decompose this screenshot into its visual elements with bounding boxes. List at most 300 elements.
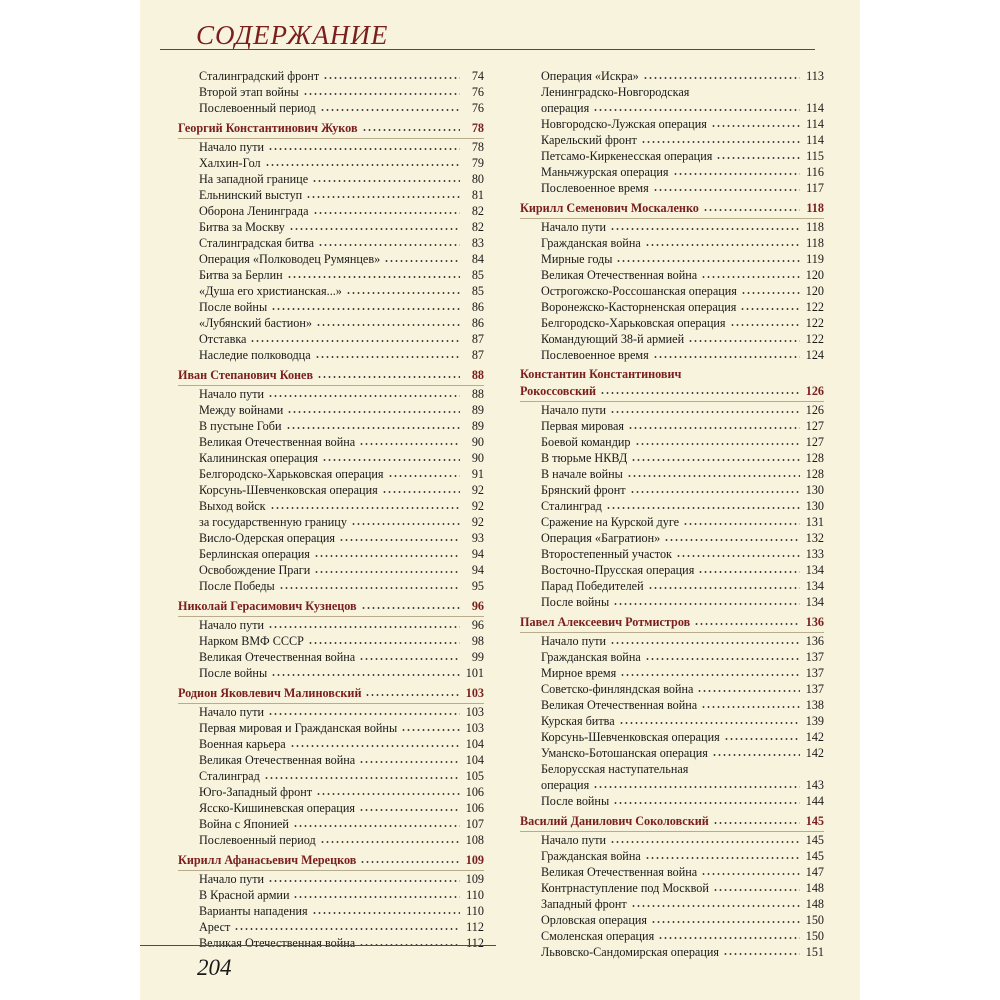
toc-entry-page: 104 bbox=[465, 753, 484, 767]
toc-entry bbox=[520, 912, 824, 928]
toc-entry-page: 127 bbox=[805, 435, 824, 449]
dot-leader bbox=[308, 641, 460, 645]
dot-leader bbox=[694, 622, 800, 626]
toc-entry bbox=[178, 100, 484, 116]
toc-entry bbox=[178, 418, 484, 434]
toc-entry-label: Великая Отечественная война bbox=[199, 753, 356, 767]
toc-entry-page: 98 bbox=[471, 634, 484, 648]
toc-entry-page: 109 bbox=[465, 853, 484, 867]
toc-entry-page: 84 bbox=[471, 252, 484, 266]
toc-entry-page: 130 bbox=[805, 499, 824, 513]
toc-entry bbox=[520, 450, 824, 466]
toc-entry-page: 118 bbox=[806, 201, 824, 215]
dot-leader bbox=[323, 76, 460, 80]
toc-entry-label: Василий Данилович Соколовский bbox=[520, 814, 709, 828]
toc-entry-label: Война с Японией bbox=[199, 817, 289, 831]
toc-entry-page: 134 bbox=[805, 579, 824, 593]
dot-leader bbox=[287, 410, 460, 414]
dot-leader bbox=[315, 355, 460, 359]
toc-entry-label: Висло-Одерская операция bbox=[199, 531, 336, 545]
toc-entry-page: 96 bbox=[471, 618, 484, 632]
toc-entry bbox=[178, 562, 484, 578]
toc-entry bbox=[520, 84, 824, 100]
toc-entry bbox=[520, 331, 824, 347]
toc-entry-page: 108 bbox=[465, 833, 484, 847]
dot-leader bbox=[716, 156, 800, 160]
dot-leader bbox=[351, 522, 460, 526]
toc-entry-page: 118 bbox=[806, 236, 824, 250]
toc-entry-label: Георгий Константинович Жуков bbox=[178, 121, 358, 135]
toc-left-column bbox=[178, 68, 484, 951]
toc-entry bbox=[178, 665, 484, 681]
toc-entry bbox=[178, 704, 484, 720]
toc-entry-page: 128 bbox=[805, 467, 824, 481]
dot-leader bbox=[645, 856, 800, 860]
toc-entry-label: Великая Отечественная война bbox=[199, 650, 356, 664]
dot-leader bbox=[362, 128, 460, 132]
dot-leader bbox=[651, 920, 800, 924]
toc-entry bbox=[178, 203, 484, 219]
dot-leader bbox=[641, 140, 800, 144]
dot-leader bbox=[630, 490, 800, 494]
toc-entry-label: Первая мировая bbox=[541, 419, 624, 433]
toc-entry-label: Константин Константинович bbox=[520, 367, 682, 381]
toc-entry-page: 131 bbox=[805, 515, 824, 529]
dot-leader bbox=[293, 824, 460, 828]
toc-entry-page: 101 bbox=[465, 666, 484, 680]
dot-leader bbox=[619, 721, 800, 725]
toc-entry-label: После войны bbox=[541, 794, 610, 808]
toc-entry bbox=[520, 132, 824, 148]
dot-leader bbox=[610, 840, 800, 844]
toc-entry bbox=[178, 331, 484, 347]
toc-entry bbox=[178, 402, 484, 418]
toc-entry bbox=[520, 729, 824, 745]
toc-entry-label: за государственную границу bbox=[199, 515, 347, 529]
toc-entry bbox=[520, 777, 824, 793]
toc-entry bbox=[520, 434, 824, 450]
toc-entry bbox=[520, 498, 824, 514]
toc-entry-label: «Душа его христианская...» bbox=[199, 284, 342, 298]
toc-entry-label: Воронежско-Касторненская операция bbox=[541, 300, 737, 314]
toc-entry-page: 151 bbox=[805, 945, 824, 959]
dot-leader bbox=[635, 442, 800, 446]
toc-entry bbox=[520, 713, 824, 729]
toc-entry-label: Кирилл Афанасьевич Мерецков bbox=[178, 853, 357, 867]
footer-rule bbox=[140, 945, 496, 946]
toc-entry-page: 114 bbox=[806, 133, 824, 147]
toc-entry bbox=[178, 720, 484, 736]
dot-leader bbox=[711, 124, 800, 128]
dot-leader bbox=[268, 625, 460, 629]
toc-entry-page: 74 bbox=[471, 69, 484, 83]
toc-entry bbox=[178, 832, 484, 848]
toc-entry bbox=[178, 546, 484, 562]
toc-entry bbox=[178, 530, 484, 546]
toc-entry-page: 148 bbox=[805, 897, 824, 911]
toc-entry-label: Сталинградская битва bbox=[199, 236, 315, 250]
toc-entry bbox=[178, 450, 484, 466]
dot-leader bbox=[312, 911, 460, 915]
toc-entry-label: Ельнинский выступ bbox=[199, 188, 303, 202]
toc-entry-page: 76 bbox=[471, 85, 484, 99]
dot-leader bbox=[628, 426, 800, 430]
toc-entry-page: 148 bbox=[805, 881, 824, 895]
toc-entry-label: Второй этап войны bbox=[199, 85, 299, 99]
toc-entry-label: Острогожско-Россошанская операция bbox=[541, 284, 737, 298]
toc-entry-label: Послевоенный период bbox=[199, 833, 316, 847]
toc-entry-label: Мирное время bbox=[541, 666, 617, 680]
toc-entry-label: Мирные годы bbox=[541, 252, 613, 266]
toc-entry bbox=[178, 235, 484, 251]
toc-entry bbox=[178, 267, 484, 283]
toc-entry-label: Начало пути bbox=[541, 833, 607, 847]
toc-entry-label: В Красной армии bbox=[199, 888, 290, 902]
toc-entry-page: 106 bbox=[465, 801, 484, 815]
dot-leader bbox=[610, 410, 800, 414]
toc-entry-page: 128 bbox=[805, 451, 824, 465]
toc-entry bbox=[520, 848, 824, 864]
toc-entry bbox=[178, 919, 484, 935]
toc-entry-page: 78 bbox=[471, 121, 484, 135]
toc-entry-page: 110 bbox=[466, 904, 484, 918]
toc-entry-page: 133 bbox=[805, 547, 824, 561]
toc-right-column bbox=[520, 68, 824, 960]
dot-leader bbox=[316, 323, 460, 327]
toc-entry-label: Сражение на Курской дуге bbox=[541, 515, 680, 529]
toc-entry-page: 91 bbox=[471, 467, 484, 481]
dot-leader bbox=[600, 391, 800, 395]
toc-entry-page: 150 bbox=[805, 929, 824, 943]
dot-leader bbox=[606, 506, 800, 510]
dot-leader bbox=[610, 641, 800, 645]
dot-leader bbox=[268, 394, 460, 398]
toc-entry-page: 142 bbox=[805, 746, 824, 760]
toc-entry-label: Командующий 38-й армией bbox=[541, 332, 685, 346]
toc-entry-page: 130 bbox=[805, 483, 824, 497]
toc-entry bbox=[520, 251, 824, 267]
dot-leader bbox=[701, 872, 800, 876]
dot-leader bbox=[293, 895, 460, 899]
dot-leader bbox=[279, 586, 460, 590]
toc-entry-label: Арест bbox=[199, 920, 231, 934]
toc-entry-label: Ясско-Кишиневская операция bbox=[199, 801, 355, 815]
toc-entry-label: В начале войны bbox=[541, 467, 623, 481]
toc-entry-label: В тюрьме НКВД bbox=[541, 451, 628, 465]
toc-entry-page: 119 bbox=[806, 252, 824, 266]
toc-entry-page: 95 bbox=[471, 579, 484, 593]
toc-entry-label: Сталинград bbox=[541, 499, 602, 513]
toc-entry-page: 126 bbox=[805, 403, 824, 417]
toc-person-heading bbox=[178, 851, 484, 871]
toc-entry-page: 79 bbox=[471, 156, 484, 170]
toc-entry-page: 122 bbox=[805, 316, 824, 330]
toc-entry-page: 116 bbox=[806, 165, 824, 179]
toc-entry bbox=[178, 578, 484, 594]
dot-leader bbox=[593, 785, 800, 789]
toc-entry-label: Сталинград bbox=[199, 769, 260, 783]
toc-entry-label: Начало пути bbox=[199, 705, 265, 719]
dot-leader bbox=[688, 339, 800, 343]
toc-entry bbox=[520, 466, 824, 482]
toc-entry-page: 93 bbox=[471, 531, 484, 545]
toc-entry-label: Львовско-Сандомирская операция bbox=[541, 945, 719, 959]
toc-entry bbox=[520, 116, 824, 132]
toc-entry-page: 122 bbox=[805, 332, 824, 346]
toc-entry-label: Кирилл Семенович Москаленко bbox=[520, 201, 699, 215]
toc-entry-label: Начало пути bbox=[541, 403, 607, 417]
toc-entry-page: 136 bbox=[805, 634, 824, 648]
toc-entry-label: Операция «Полководец Румянцев» bbox=[199, 252, 381, 266]
toc-entry bbox=[178, 514, 484, 530]
toc-entry bbox=[520, 896, 824, 912]
toc-entry-page: 103 bbox=[465, 686, 484, 700]
toc-entry-page: 87 bbox=[471, 348, 484, 362]
toc-entry-label: Боевой командир bbox=[541, 435, 631, 449]
dot-leader bbox=[318, 243, 460, 247]
toc-entry-page: 88 bbox=[471, 368, 484, 382]
toc-entry bbox=[178, 816, 484, 832]
toc-entry-label: Петсамо-Киркенесская операция bbox=[541, 149, 713, 163]
toc-entry bbox=[178, 68, 484, 84]
toc-entry bbox=[520, 697, 824, 713]
dot-leader bbox=[306, 195, 460, 199]
toc-entry-label: Великая Отечественная война bbox=[199, 435, 356, 449]
toc-entry-page: 147 bbox=[805, 865, 824, 879]
toc-entry-label: Битва за Москву bbox=[199, 220, 285, 234]
toc-person-heading bbox=[178, 119, 484, 139]
toc-entry-label: Западный фронт bbox=[541, 897, 627, 911]
dot-leader bbox=[664, 538, 800, 542]
toc-entry-page: 87 bbox=[471, 332, 484, 346]
toc-entry-page: 136 bbox=[805, 615, 824, 629]
toc-entry-page: 142 bbox=[805, 730, 824, 744]
toc-entry-page: 86 bbox=[471, 316, 484, 330]
toc-entry-page: 114 bbox=[806, 117, 824, 131]
dot-leader bbox=[631, 458, 800, 462]
dot-leader bbox=[698, 570, 800, 574]
dot-leader bbox=[676, 554, 800, 558]
toc-entry-label: Между войнами bbox=[199, 403, 284, 417]
toc-entry bbox=[178, 752, 484, 768]
dot-leader bbox=[268, 879, 460, 883]
dot-leader bbox=[264, 776, 460, 780]
dot-leader bbox=[270, 506, 460, 510]
toc-entry bbox=[520, 235, 824, 251]
toc-entry-label: Брянский фронт bbox=[541, 483, 626, 497]
toc-entry-page: 106 bbox=[465, 785, 484, 799]
toc-entry bbox=[520, 418, 824, 434]
dot-leader bbox=[712, 753, 800, 757]
toc-entry-page: 134 bbox=[805, 595, 824, 609]
toc-entry bbox=[178, 315, 484, 331]
toc-entry bbox=[520, 880, 824, 896]
dot-leader bbox=[388, 474, 460, 478]
toc-entry-label: Великая Отечественная война bbox=[541, 268, 698, 282]
toc-entry-page: 124 bbox=[805, 348, 824, 362]
toc-entry bbox=[520, 267, 824, 283]
toc-entry-page: 145 bbox=[805, 814, 824, 828]
dot-leader bbox=[697, 689, 800, 693]
dot-leader bbox=[724, 737, 800, 741]
toc-person-heading bbox=[178, 684, 484, 704]
dot-leader bbox=[346, 291, 460, 295]
toc-entry bbox=[520, 347, 824, 363]
toc-entry bbox=[520, 761, 824, 777]
toc-entry bbox=[178, 187, 484, 203]
toc-entry-label: Рокоссовский bbox=[520, 384, 597, 398]
toc-entry-page: 120 bbox=[805, 268, 824, 282]
toc-person-heading bbox=[178, 366, 484, 386]
toc-entry-page: 117 bbox=[806, 181, 824, 195]
dot-leader bbox=[271, 307, 460, 311]
toc-entry-page: 90 bbox=[471, 435, 484, 449]
toc-entry-page: 134 bbox=[805, 563, 824, 577]
toc-entry-page: 150 bbox=[805, 913, 824, 927]
toc-entry bbox=[178, 784, 484, 800]
toc-entry-page: 89 bbox=[471, 403, 484, 417]
toc-entry bbox=[520, 402, 824, 418]
dot-leader bbox=[317, 375, 460, 379]
toc-entry bbox=[520, 793, 824, 809]
toc-entry-label: Начало пути bbox=[199, 872, 265, 886]
dot-leader bbox=[365, 693, 460, 697]
toc-entry-page: 78 bbox=[471, 140, 484, 154]
toc-entry-label: Юго-Западный фронт bbox=[199, 785, 313, 799]
dot-leader bbox=[339, 538, 460, 542]
toc-entry bbox=[520, 649, 824, 665]
toc-entry bbox=[520, 665, 824, 681]
toc-entry-page: 145 bbox=[805, 833, 824, 847]
dot-leader bbox=[314, 554, 460, 558]
toc-entry-label: После Победы bbox=[199, 579, 275, 593]
dot-leader bbox=[265, 163, 460, 167]
toc-entry bbox=[520, 681, 824, 697]
toc-entry-page: 109 bbox=[465, 872, 484, 886]
toc-entry bbox=[178, 871, 484, 887]
toc-entry-label: Смоленская операция bbox=[541, 929, 655, 943]
dot-leader bbox=[268, 712, 460, 716]
toc-entry-page: 115 bbox=[806, 149, 824, 163]
toc-entry-label: Восточно-Прусская операция bbox=[541, 563, 695, 577]
toc-entry-label: После войны bbox=[199, 300, 268, 314]
dot-leader bbox=[741, 291, 800, 295]
toc-entry-label: Послевоенное время bbox=[541, 181, 649, 195]
toc-entry bbox=[178, 736, 484, 752]
toc-entry-label: Битва за Берлин bbox=[199, 268, 283, 282]
toc-entry-label: Отставка bbox=[199, 332, 247, 346]
toc-entry-page: 94 bbox=[471, 563, 484, 577]
toc-entry bbox=[178, 219, 484, 235]
toc-entry bbox=[178, 498, 484, 514]
toc-entry-label: Уманско-Ботошанская операция bbox=[541, 746, 708, 760]
dot-leader bbox=[658, 936, 800, 940]
toc-entry-label: После войны bbox=[541, 595, 610, 609]
toc-entry-label: В пустыне Гоби bbox=[199, 419, 282, 433]
toc-entry-page: 127 bbox=[805, 419, 824, 433]
toc-entry-label: Орловская операция bbox=[541, 913, 647, 927]
toc-entry-page: 137 bbox=[805, 666, 824, 680]
toc-person-heading bbox=[520, 382, 824, 402]
toc-entry-label: Контрнаступление под Москвой bbox=[541, 881, 709, 895]
toc-entry bbox=[520, 578, 824, 594]
toc-entry bbox=[178, 386, 484, 402]
toc-entry-label: Карельский фронт bbox=[541, 133, 637, 147]
toc-entry-label: Операция «Искра» bbox=[541, 69, 639, 83]
toc-entry-label: Павел Алексеевич Ротмистров bbox=[520, 615, 691, 629]
dot-leader bbox=[322, 458, 460, 462]
toc-entry-label: Белгородско-Харьковская операция bbox=[199, 467, 384, 481]
toc-entry-label: Оборона Ленинграда bbox=[199, 204, 309, 218]
toc-entry-page: 92 bbox=[471, 483, 484, 497]
toc-entry-label: Первая мировая и Гражданская войны bbox=[199, 721, 398, 735]
toc-entry-page: 145 bbox=[805, 849, 824, 863]
toc-entry-label: Калининская операция bbox=[199, 451, 319, 465]
dot-leader bbox=[234, 927, 460, 931]
toc-entry-page: 137 bbox=[805, 650, 824, 664]
toc-entry-page: 132 bbox=[805, 531, 824, 545]
toc-entry-label: Белгородско-Харьковская операция bbox=[541, 316, 726, 330]
toc-entry bbox=[520, 928, 824, 944]
dot-leader bbox=[631, 904, 800, 908]
toc-entry bbox=[178, 299, 484, 315]
dot-leader bbox=[312, 179, 460, 183]
toc-entry-label: Корсунь-Шевченковская операция bbox=[199, 483, 378, 497]
toc-entry-page: 103 bbox=[465, 705, 484, 719]
toc-entry-label: Ленинградско-Новгородская bbox=[541, 85, 690, 99]
toc-entry bbox=[178, 251, 484, 267]
dot-leader bbox=[723, 952, 800, 956]
dot-leader bbox=[401, 728, 460, 732]
toc-entry bbox=[178, 482, 484, 498]
dot-leader bbox=[701, 275, 800, 279]
toc-entry-page: 112 bbox=[466, 920, 484, 934]
toc-entry bbox=[178, 649, 484, 665]
toc-entry-page: 112 bbox=[466, 936, 484, 950]
toc-entry-label: Начало пути bbox=[199, 387, 265, 401]
page-title: СОДЕРЖАНИЕ bbox=[196, 20, 389, 50]
toc-entry bbox=[178, 434, 484, 450]
toc-entry-label: операция bbox=[541, 778, 590, 792]
toc-entry-label: Начало пути bbox=[541, 634, 607, 648]
dot-leader bbox=[645, 657, 800, 661]
toc-entry-label: Начало пути bbox=[541, 220, 607, 234]
toc-entry-label: Родион Яковлевич Малиновский bbox=[178, 686, 362, 700]
dot-leader bbox=[313, 211, 460, 215]
toc-entry-label: Гражданская война bbox=[541, 236, 641, 250]
toc-entry-label: Послевоенный период bbox=[199, 101, 316, 115]
dot-leader bbox=[250, 339, 460, 343]
toc-entry-label: Начало пути bbox=[199, 140, 265, 154]
toc-entry-page: 103 bbox=[465, 721, 484, 735]
dot-leader bbox=[287, 275, 460, 279]
toc-entry bbox=[178, 887, 484, 903]
dot-leader bbox=[286, 426, 461, 430]
toc-entry bbox=[178, 935, 484, 951]
toc-entry-page: 143 bbox=[805, 778, 824, 792]
dot-leader bbox=[653, 355, 800, 359]
toc-entry bbox=[520, 482, 824, 498]
toc-entry-label: Нарком ВМФ СССР bbox=[199, 634, 304, 648]
toc-entry bbox=[520, 864, 824, 880]
dot-leader bbox=[653, 188, 800, 192]
dot-leader bbox=[643, 76, 800, 80]
toc-entry-label: Иван Степанович Конев bbox=[178, 368, 314, 382]
toc-entry-page: 89 bbox=[471, 419, 484, 433]
dot-leader bbox=[359, 442, 460, 446]
toc-entry bbox=[178, 617, 484, 633]
toc-entry-label: Парад Победителей bbox=[541, 579, 644, 593]
